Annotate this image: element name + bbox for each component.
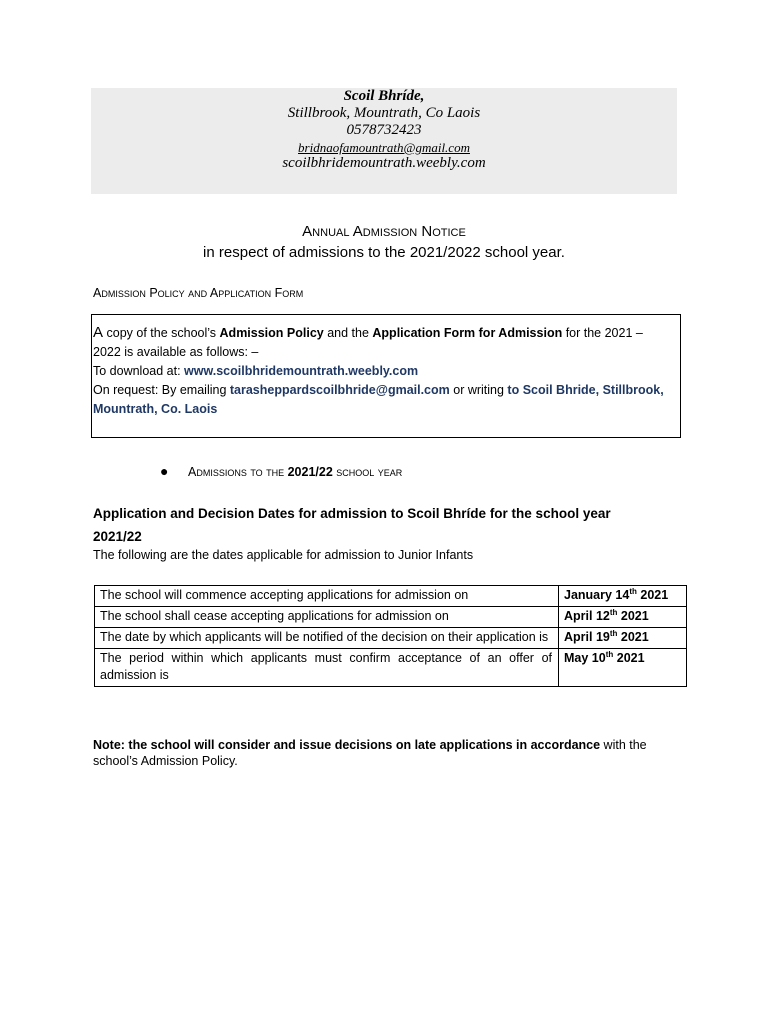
bullet-year: 2021/22 (287, 465, 333, 479)
school-email-link[interactable]: bridnaofamountrath@gmail.com (298, 140, 470, 155)
table-row (95, 628, 687, 649)
policy-heading: Admission Policy and Application Form (93, 286, 304, 300)
dates-subheading: The following are the dates applicable for admission to Junior Infants (93, 548, 474, 562)
policy-text: for the 2021 – 2022 is available as follows: – (93, 326, 643, 359)
school-website: scoilbhridemountrath.weebly.com (282, 155, 486, 171)
row-description: The school will commence accepting applications for admission on (95, 586, 559, 607)
dates-heading: Application and Decision Dates for admission to Scoil Bhríde for the school year 2021/22 (93, 506, 611, 544)
late-applications-note (93, 737, 673, 769)
note-bold-text: Note: the school will consider and issue decisions on late applications in accordance (93, 738, 601, 752)
table-row (95, 649, 687, 687)
row-date: January 14th 2021 (559, 586, 687, 607)
notice-subtitle: in respect of admissions to the 2021/2022 school year. (203, 244, 565, 261)
request-address: to Scoil Bhride, Stillbrook, Mountrath, Co. Laois (93, 383, 664, 416)
policy-box (91, 314, 681, 438)
school-header (91, 88, 677, 194)
download-label: To download at: (93, 364, 185, 378)
row-description: The period within which applicants must confirm acceptance of an offer of admission is (95, 649, 559, 687)
download-link[interactable]: www.scoilbhridemountrath.weebly.com (184, 364, 419, 378)
policy-initial: A (93, 324, 104, 341)
policy-doc-name: Admission Policy (219, 326, 324, 340)
row-description: The date by which applicants will be notified of the decision on their application is (95, 628, 559, 649)
request-label: On request: By emailing (93, 383, 230, 397)
admissions-bullet (160, 462, 402, 481)
request-text: or writing (449, 383, 508, 397)
row-description: The school shall cease accepting applications for admission on (95, 607, 559, 628)
school-phone: 0578732423 (346, 122, 422, 138)
school-address: Stillbrook, Mountrath, Co Laois (287, 105, 481, 121)
notice-title: Annual Admission Notice (302, 223, 466, 240)
bullet-text: school year (332, 465, 403, 479)
request-line (93, 381, 672, 419)
row-date: April 12th 2021 (559, 607, 687, 628)
school-name: Scoil Bhríde, (343, 88, 425, 104)
application-form-name: Application Form for Admission (372, 326, 563, 340)
download-line (93, 362, 672, 381)
row-date: May 10th 2021 (559, 649, 687, 687)
request-email-link[interactable]: tarasheppardscoilbhride@gmail.com (229, 383, 450, 397)
table-row (95, 607, 687, 628)
dates-table (94, 585, 687, 687)
row-date: April 19th 2021 (559, 628, 687, 649)
bullet-text: Admissions to the (188, 465, 288, 479)
policy-paragraph (93, 323, 672, 362)
bullet-icon: ● (160, 463, 169, 479)
policy-text: copy of the school’s (103, 326, 220, 340)
table-row (95, 586, 687, 607)
note-text: with the school’s Admission Policy. (93, 738, 647, 768)
policy-text: and the (323, 326, 373, 340)
